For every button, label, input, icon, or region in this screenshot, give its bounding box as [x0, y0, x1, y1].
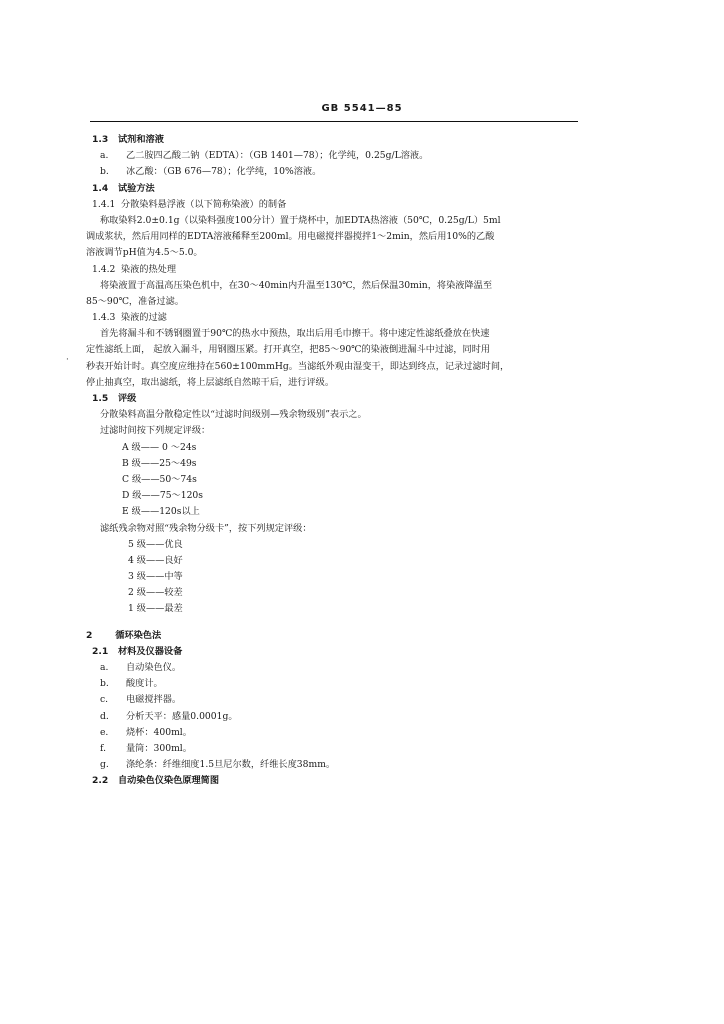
text-line-s1-5: [86, 391, 594, 407]
text-line-p11: [86, 423, 594, 439]
line-text: 滤纸残余物对照“残余物分级卡”，按下列规定评级：: [100, 522, 312, 534]
line-text: 试剂和溶液: [118, 134, 164, 145]
text-line-r4: [86, 553, 594, 569]
line-text: 酸度计。: [126, 678, 163, 690]
line-text: 4 级——良好: [128, 554, 183, 566]
text-line-p8: [86, 359, 594, 375]
text-line-s1-3-b: [86, 164, 594, 180]
line-text: 冰乙酸：（GB 676—78）；化学纯，10%溶液。: [126, 166, 322, 178]
text-line-s1-4: [86, 181, 594, 197]
line-number: 1.5: [92, 393, 109, 404]
line-number: 1.4.1: [92, 198, 116, 210]
line-text: 5 级——优良: [128, 538, 183, 550]
text-line-r1: [86, 601, 594, 617]
text-line-s2-2: [86, 773, 594, 789]
line-text: A 级—— 0 ～24s: [122, 441, 197, 453]
line-number: 2: [86, 629, 93, 641]
text-line-gB: [86, 456, 594, 472]
text-line-p5: [86, 294, 594, 310]
text-line-s1-3: [86, 132, 594, 148]
text-line-s2: [86, 628, 594, 644]
line-text: 涤纶条：纤维细度1.5旦尼尔数，纤维长度38mm。: [126, 759, 336, 771]
text-line-s1-4-2: [86, 262, 594, 278]
line-number: d.: [100, 710, 109, 722]
line-number: e.: [100, 726, 109, 738]
text-line-s1-4-1: [86, 197, 594, 213]
text-line-r5: [86, 537, 594, 553]
text-line-s1-4-3: [86, 310, 594, 326]
line-text: 过滤时间按下列规定评级：: [100, 425, 211, 437]
line-text: 定性滤纸上面， 起放入漏斗，用钢圈压紧。打开真空，把85～90℃的染液倒进漏斗中过滤，同时用: [86, 344, 491, 356]
line-text: E 级——120s以上: [122, 506, 200, 518]
line-number: g.: [100, 759, 109, 771]
line-number: f.: [100, 742, 106, 754]
line-text: D 级——75～120s: [122, 490, 203, 502]
line-number: 1.4.2: [92, 263, 116, 275]
line-text: 乙二胺四乙酸二钠（EDTA）：（GB 1401—78）；化学纯，0.25g/L溶液。: [126, 150, 429, 162]
text-line-p6: [86, 326, 594, 342]
line-text: 材料及仪器设备: [118, 645, 183, 657]
line-number: 1.4.3: [92, 312, 116, 324]
line-text: 染液的热处理: [118, 263, 177, 275]
line-text: 85～90℃，准备过滤。: [86, 295, 184, 307]
section-gap: [86, 618, 594, 628]
text-line-p1: [86, 213, 594, 229]
line-number: 1.4: [92, 182, 109, 194]
line-number: 2.2: [92, 775, 109, 787]
line-text: C 级——50～74s: [122, 473, 197, 485]
text-line-s1-3-a: [86, 148, 594, 164]
text-line-r3: [86, 569, 594, 585]
line-text: 分散染料高温分散稳定性以“过滤时间级别—残余物级别”表示之。: [100, 409, 367, 421]
text-line-s2-1-e: [86, 725, 594, 741]
line-text: 试验方法: [118, 182, 155, 194]
text-line-s2-1-d: [86, 709, 594, 725]
line-number: b.: [100, 678, 109, 690]
line-text: 称取染料2.0±0.1g（以染料强度100分计）置于烧杯中，加EDTA热溶液（50℃，0.25g/L）5ml: [100, 214, 501, 226]
line-text: 溶液调节pH值为4.5～5.0。: [86, 247, 203, 259]
line-text: B 级——25～49s: [122, 457, 197, 469]
text-line-p10: [86, 407, 594, 423]
standard-header: GB 5541—85: [321, 103, 403, 114]
line-number: c.: [100, 694, 109, 706]
text-line-r2: [86, 585, 594, 601]
line-number: 1.3: [92, 134, 109, 145]
line-text: 1 级——最差: [128, 603, 183, 615]
text-line-p12: [86, 521, 594, 537]
text-line-s2-1-a: [86, 660, 594, 676]
text-line-s2-1-b: [86, 676, 594, 692]
text-line-p7: [86, 342, 594, 358]
line-text: 染液的过滤: [118, 312, 167, 324]
text-line-s2-1-f: [86, 741, 594, 757]
text-line-s2-1: [86, 644, 594, 660]
line-number: a.: [100, 662, 109, 673]
text-line-p9: [86, 375, 594, 391]
line-text: 自动染色仪。: [126, 662, 182, 673]
line-number: 2.1: [92, 645, 109, 657]
margin-mark: ·: [66, 355, 69, 365]
line-text: 2 级——较差: [128, 587, 183, 599]
text-line-gD: [86, 488, 594, 504]
line-text: 烧杯：400ml。: [126, 726, 192, 738]
text-line-p4: [86, 278, 594, 294]
line-text: 分散染料悬浮液（以下简称染液）的制备: [118, 198, 287, 210]
line-text: 电磁搅拌器。: [126, 694, 182, 706]
line-text: 调成浆状，然后用同样的EDTA溶液稀释至200ml。用电磁搅拌器搅拌1～2min，然后用10%的乙酸: [86, 231, 495, 243]
line-text: 3 级——中等: [128, 571, 183, 583]
line-text: 评级: [118, 393, 137, 404]
line-text: 循环染色法: [112, 629, 162, 641]
line-text: 停止抽真空，取出滤纸，将上层滤纸自然晾干后，进行评级。: [86, 376, 335, 388]
line-text: 将染液置于高温高压染色机中，在30～40min内升温至130℃，然后保温30min，将染液降温至: [100, 279, 493, 291]
header-rule: [90, 121, 578, 122]
line-text: 分析天平：感量0.0001g。: [126, 710, 238, 722]
text-line-gE: [86, 504, 594, 520]
text-line-gC: [86, 472, 594, 488]
line-text: 量筒：300ml。: [126, 742, 192, 754]
text-line-s2-1-g: [86, 757, 594, 773]
text-line-p3: [86, 245, 594, 261]
line-text: 首先将漏斗和不锈钢圈置于90℃的热水中预热，取出后用毛巾擦干。将中速定性滤纸叠放在快速: [100, 328, 490, 340]
text-line-p2: [86, 229, 594, 245]
document-body: [86, 132, 594, 790]
line-number: b.: [100, 166, 109, 178]
text-line-s2-1-c: [86, 692, 594, 708]
text-line-gA: [86, 440, 594, 456]
line-number: a.: [100, 150, 109, 162]
line-text: 自动染色仪染色原理简图: [118, 775, 220, 787]
line-text: 秒表开始计时。真空度应维持在560±100mmHg。当滤纸外观由湿变干，即达到终点，记录过滤时间，: [86, 360, 510, 372]
